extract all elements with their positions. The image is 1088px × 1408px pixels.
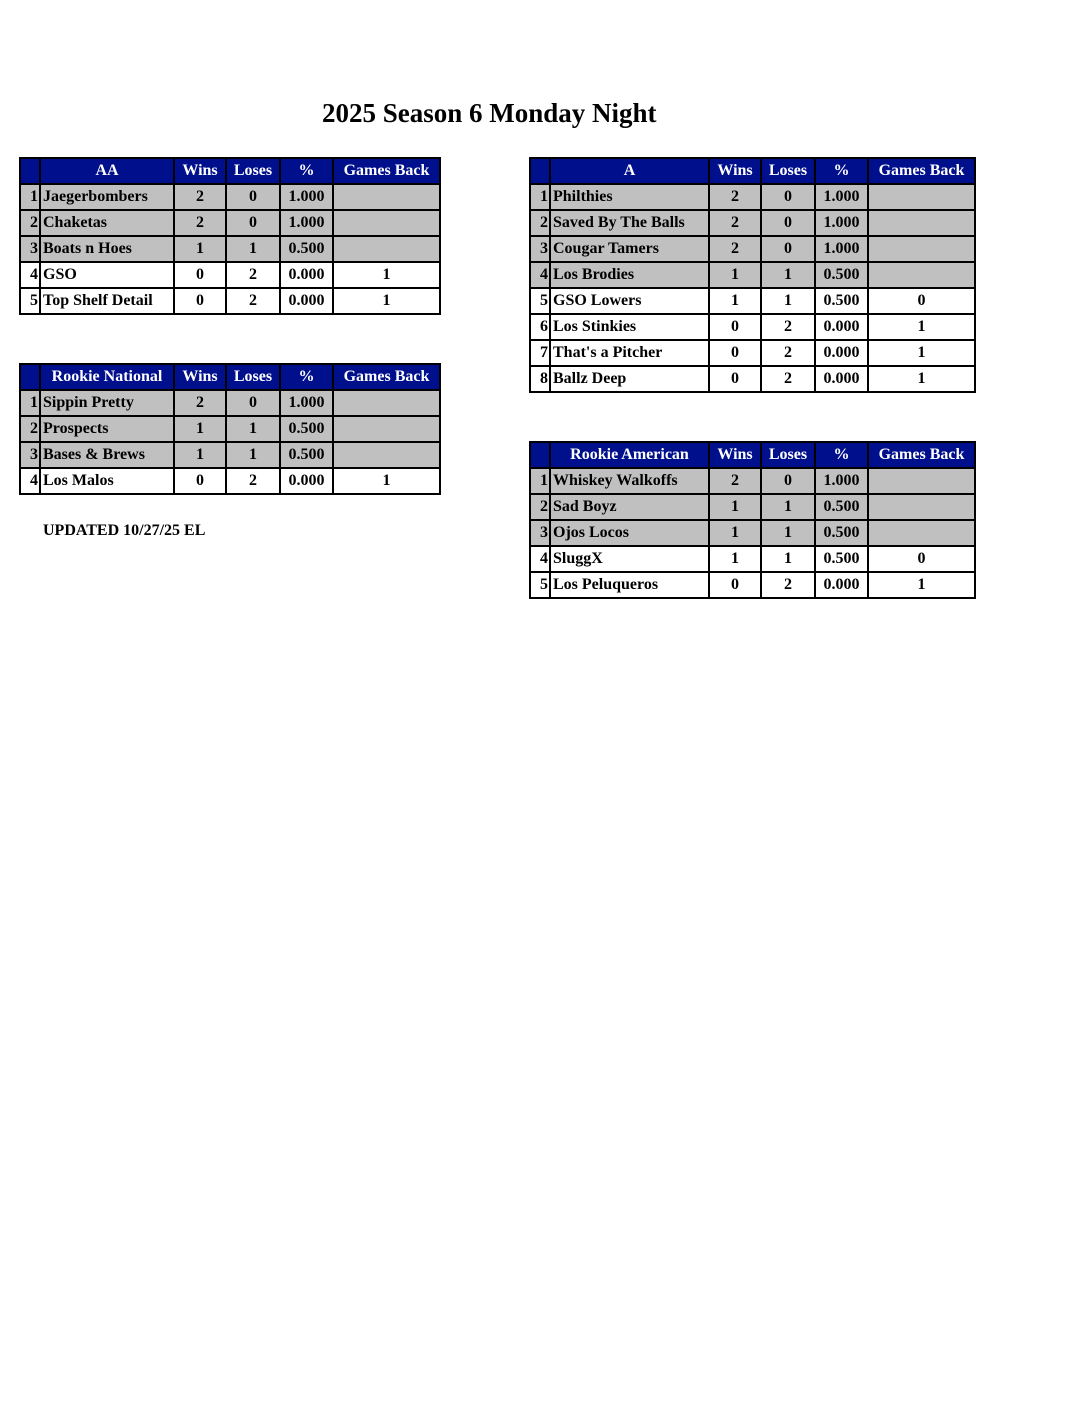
team-name-cell: Los Brodies xyxy=(550,262,709,288)
pct-header: % xyxy=(280,158,333,184)
rank-cell: 1 xyxy=(530,184,550,210)
rank-cell: 3 xyxy=(530,520,550,546)
games-back-cell xyxy=(333,390,440,416)
table-row xyxy=(20,442,440,468)
table-row xyxy=(530,572,975,598)
wins-cell: 0 xyxy=(709,366,761,392)
wins-cell: 1 xyxy=(709,494,761,520)
games-back-cell xyxy=(333,236,440,262)
loses-cell: 1 xyxy=(761,520,815,546)
loses-cell: 1 xyxy=(226,236,280,262)
table-row xyxy=(20,236,440,262)
loses-cell: 0 xyxy=(226,210,280,236)
loses-cell: 1 xyxy=(761,262,815,288)
wins-cell: 1 xyxy=(174,236,226,262)
pct-cell: 0.000 xyxy=(815,314,868,340)
pct-cell: 1.000 xyxy=(280,390,333,416)
wins-cell: 0 xyxy=(709,314,761,340)
games-back-cell: 0 xyxy=(868,288,975,314)
wins-cell: 2 xyxy=(709,210,761,236)
pct-cell: 0.500 xyxy=(815,262,868,288)
games-back-header: Games Back xyxy=(333,158,440,184)
rank-header xyxy=(20,158,40,184)
loses-cell: 2 xyxy=(226,262,280,288)
games-back-cell xyxy=(333,416,440,442)
table-row xyxy=(530,262,975,288)
table-header-row xyxy=(530,158,975,184)
division-name-header: AA xyxy=(40,158,174,184)
rank-cell: 2 xyxy=(20,210,40,236)
loses-cell: 2 xyxy=(761,314,815,340)
table-row xyxy=(530,520,975,546)
table-row xyxy=(530,314,975,340)
wins-header: Wins xyxy=(174,158,226,184)
pct-header: % xyxy=(815,442,868,468)
wins-cell: 2 xyxy=(174,210,226,236)
games-back-cell: 1 xyxy=(868,314,975,340)
games-back-cell xyxy=(333,210,440,236)
team-name-cell: Ballz Deep xyxy=(550,366,709,392)
games-back-cell: 0 xyxy=(868,546,975,572)
team-name-cell: Los Peluqueros xyxy=(550,572,709,598)
rank-cell: 1 xyxy=(20,390,40,416)
team-name-cell: Boats n Hoes xyxy=(40,236,174,262)
page-title: 2025 Season 6 Monday Night xyxy=(322,98,657,128)
rank-cell: 5 xyxy=(530,288,550,314)
games-back-cell: 1 xyxy=(333,288,440,314)
games-back-cell xyxy=(868,468,975,494)
pct-cell: 1.000 xyxy=(280,184,333,210)
games-back-cell: 1 xyxy=(333,262,440,288)
rank-cell: 4 xyxy=(20,262,40,288)
team-name-cell: Philthies xyxy=(550,184,709,210)
loses-header: Loses xyxy=(761,158,815,184)
loses-header: Loses xyxy=(226,364,280,390)
team-name-cell: Prospects xyxy=(40,416,174,442)
pct-cell: 0.500 xyxy=(280,442,333,468)
table-row xyxy=(530,546,975,572)
table-row xyxy=(20,262,440,288)
pct-cell: 0.500 xyxy=(815,546,868,572)
table-header-row xyxy=(20,364,440,390)
table-row xyxy=(530,494,975,520)
team-name-cell: Sad Boyz xyxy=(550,494,709,520)
loses-header: Loses xyxy=(761,442,815,468)
table-row xyxy=(530,236,975,262)
wins-cell: 2 xyxy=(174,390,226,416)
table-header-row xyxy=(20,158,440,184)
loses-cell: 2 xyxy=(761,366,815,392)
wins-cell: 1 xyxy=(709,262,761,288)
rank-cell: 5 xyxy=(530,572,550,598)
team-name-cell: Whiskey Walkoffs xyxy=(550,468,709,494)
games-back-cell xyxy=(333,184,440,210)
loses-cell: 0 xyxy=(226,184,280,210)
games-back-header: Games Back xyxy=(333,364,440,390)
loses-cell: 0 xyxy=(761,210,815,236)
rank-cell: 2 xyxy=(530,494,550,520)
pct-cell: 0.000 xyxy=(280,288,333,314)
loses-cell: 0 xyxy=(761,184,815,210)
pct-cell: 0.500 xyxy=(815,288,868,314)
rank-header xyxy=(530,442,550,468)
table-row xyxy=(530,340,975,366)
pct-cell: 0.500 xyxy=(280,236,333,262)
table-row xyxy=(20,210,440,236)
pct-cell: 0.000 xyxy=(815,340,868,366)
table-row xyxy=(530,468,975,494)
wins-cell: 1 xyxy=(174,416,226,442)
rookie-american-standings-table xyxy=(529,441,976,599)
pct-cell: 1.000 xyxy=(815,468,868,494)
loses-cell: 0 xyxy=(761,468,815,494)
wins-cell: 1 xyxy=(709,546,761,572)
rank-cell: 7 xyxy=(530,340,550,366)
table-row xyxy=(20,468,440,494)
team-name-cell: Ojos Locos xyxy=(550,520,709,546)
loses-cell: 1 xyxy=(761,546,815,572)
table-row xyxy=(20,288,440,314)
games-back-cell: 1 xyxy=(333,468,440,494)
games-back-cell xyxy=(868,184,975,210)
games-back-cell: 1 xyxy=(868,572,975,598)
pct-header: % xyxy=(815,158,868,184)
wins-cell: 2 xyxy=(174,184,226,210)
rank-cell: 8 xyxy=(530,366,550,392)
wins-cell: 2 xyxy=(709,236,761,262)
rank-cell: 3 xyxy=(20,442,40,468)
pct-cell: 1.000 xyxy=(280,210,333,236)
wins-cell: 0 xyxy=(174,262,226,288)
pct-cell: 1.000 xyxy=(815,236,868,262)
games-back-header: Games Back xyxy=(868,442,975,468)
wins-header: Wins xyxy=(709,442,761,468)
team-name-cell: That's a Pitcher xyxy=(550,340,709,366)
loses-cell: 0 xyxy=(761,236,815,262)
aa-standings-table xyxy=(19,157,441,315)
wins-cell: 1 xyxy=(174,442,226,468)
wins-cell: 0 xyxy=(709,340,761,366)
rank-cell: 4 xyxy=(530,546,550,572)
team-name-cell: Los Stinkies xyxy=(550,314,709,340)
pct-cell: 0.000 xyxy=(280,262,333,288)
pct-cell: 0.000 xyxy=(815,366,868,392)
table-header-row xyxy=(530,442,975,468)
table-row xyxy=(530,210,975,236)
loses-cell: 2 xyxy=(226,288,280,314)
loses-cell: 1 xyxy=(226,442,280,468)
team-name-cell: Cougar Tamers xyxy=(550,236,709,262)
games-back-cell xyxy=(868,262,975,288)
rank-header xyxy=(20,364,40,390)
team-name-cell: SluggX xyxy=(550,546,709,572)
team-name-cell: Los Malos xyxy=(40,468,174,494)
division-name-header: Rookie American xyxy=(550,442,709,468)
wins-header: Wins xyxy=(174,364,226,390)
pct-cell: 0.000 xyxy=(815,572,868,598)
wins-cell: 2 xyxy=(709,184,761,210)
pct-cell: 1.000 xyxy=(815,184,868,210)
games-back-cell xyxy=(868,236,975,262)
team-name-cell: Saved By The Balls xyxy=(550,210,709,236)
loses-cell: 1 xyxy=(761,494,815,520)
games-back-cell xyxy=(868,210,975,236)
games-back-cell: 1 xyxy=(868,340,975,366)
rank-cell: 1 xyxy=(530,468,550,494)
wins-header: Wins xyxy=(709,158,761,184)
games-back-cell xyxy=(333,442,440,468)
loses-cell: 2 xyxy=(761,572,815,598)
wins-cell: 0 xyxy=(709,572,761,598)
table-row xyxy=(20,184,440,210)
team-name-cell: GSO Lowers xyxy=(550,288,709,314)
division-name-header: A xyxy=(550,158,709,184)
pct-cell: 1.000 xyxy=(815,210,868,236)
rank-cell: 1 xyxy=(20,184,40,210)
division-name-header: Rookie National xyxy=(40,364,174,390)
rank-cell: 4 xyxy=(530,262,550,288)
rank-cell: 6 xyxy=(530,314,550,340)
pct-cell: 0.500 xyxy=(815,494,868,520)
team-name-cell: GSO xyxy=(40,262,174,288)
loses-header: Loses xyxy=(226,158,280,184)
team-name-cell: Bases & Brews xyxy=(40,442,174,468)
pct-cell: 0.500 xyxy=(280,416,333,442)
loses-cell: 2 xyxy=(226,468,280,494)
rank-cell: 5 xyxy=(20,288,40,314)
table-row xyxy=(530,288,975,314)
team-name-cell: Jaegerbombers xyxy=(40,184,174,210)
a-standings-table xyxy=(529,157,976,393)
rank-header xyxy=(530,158,550,184)
table-row xyxy=(20,416,440,442)
games-back-cell: 1 xyxy=(868,366,975,392)
wins-cell: 0 xyxy=(174,288,226,314)
table-row xyxy=(20,390,440,416)
rank-cell: 3 xyxy=(20,236,40,262)
rank-cell: 2 xyxy=(20,416,40,442)
team-name-cell: Sippin Pretty xyxy=(40,390,174,416)
loses-cell: 2 xyxy=(761,340,815,366)
rank-cell: 3 xyxy=(530,236,550,262)
loses-cell: 1 xyxy=(761,288,815,314)
games-back-cell xyxy=(868,494,975,520)
table-row xyxy=(530,184,975,210)
wins-cell: 1 xyxy=(709,288,761,314)
updated-note: UPDATED 10/27/25 EL xyxy=(43,522,206,539)
rookie-national-standings-table xyxy=(19,363,441,495)
wins-cell: 1 xyxy=(709,520,761,546)
team-name-cell: Top Shelf Detail xyxy=(40,288,174,314)
pct-header: % xyxy=(280,364,333,390)
games-back-cell xyxy=(868,520,975,546)
rank-cell: 2 xyxy=(530,210,550,236)
loses-cell: 1 xyxy=(226,416,280,442)
table-row xyxy=(530,366,975,392)
games-back-header: Games Back xyxy=(868,158,975,184)
pct-cell: 0.500 xyxy=(815,520,868,546)
loses-cell: 0 xyxy=(226,390,280,416)
pct-cell: 0.000 xyxy=(280,468,333,494)
wins-cell: 0 xyxy=(174,468,226,494)
team-name-cell: Chaketas xyxy=(40,210,174,236)
wins-cell: 2 xyxy=(709,468,761,494)
rank-cell: 4 xyxy=(20,468,40,494)
